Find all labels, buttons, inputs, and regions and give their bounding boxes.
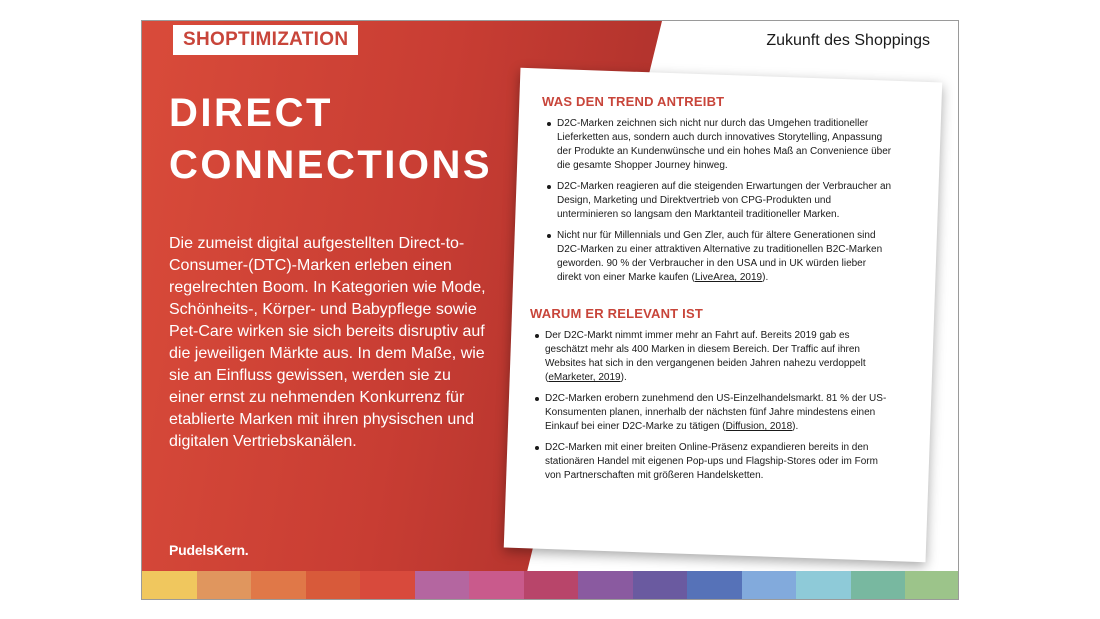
source-link[interactable]: eMarketer, 2019 [548, 372, 621, 383]
color-stripe-segment [360, 571, 415, 599]
slide [141, 20, 959, 600]
drivers-list [522, 117, 922, 285]
source-link[interactable]: LiveArea, 2019 [694, 272, 763, 283]
color-stripe-segment [524, 571, 579, 599]
list-item: Der D2C-Markt nimmt immer mehr an Fahrt auf. Bereits 2019 gab es geschätzt mehr als 400 Marken in diesem Bereich. Der Traffic auf ihren Websites hat sich in den vergangenen beiden Jahren nahezu verdoppelt (eMarketer, 2019). [530, 329, 890, 385]
color-stripe-segment [306, 571, 361, 599]
color-stripe-bar [142, 571, 959, 599]
list-item: D2C-Marken zeichnen sich nicht nur durch das Umgehen traditioneller Lieferketten aus, sondern auch durch innovatives Storytelling, Anpassung der Produkte an Kundenwünsche und ein hohes Maß an Convenience über die gesamte Shopper Journey hinweg. [542, 117, 892, 173]
color-stripe-segment [578, 571, 633, 599]
list-item: Nicht nur für Millennials und Gen Zler, auch für ältere Generationen sind D2C-Marken zu einer attraktiven Alternative zu traditionellen B2C-Marken geworden. 90 % der Verbraucher in den USA und in UK würden lieber direkt von einer Marke kaufen (LiveArea, 2019). [542, 229, 892, 285]
section-heading-drivers: WAS DEN TREND ANTREIBT [542, 94, 725, 109]
color-stripe-segment [742, 571, 797, 599]
header-title: Zukunft des Shoppings [766, 32, 930, 49]
color-stripe-segment [251, 571, 306, 599]
color-stripe-segment [905, 571, 959, 599]
color-stripe-segment [469, 571, 524, 599]
color-stripe-segment [796, 571, 851, 599]
info-card-content [522, 95, 922, 490]
color-stripe-segment [851, 571, 906, 599]
list-item: D2C-Marken mit einer breiten Online-Präsenz expandieren bereits in den stationären Handel mit eigenen Pop-ups und Flagship-Stores oder im Form von Partnerschaften mit größeren Handelsketten. [530, 441, 890, 483]
title-line-1: DIRECT [169, 91, 333, 135]
pudelskern-logo: PudelsKern. [169, 542, 249, 558]
color-stripe-segment [197, 571, 252, 599]
color-stripe-segment [633, 571, 688, 599]
brand-tag: SHOPTIMIZATION [173, 25, 358, 55]
section-heading-relevance: WARUM ER RELEVANT IST [530, 306, 703, 321]
main-title [169, 87, 492, 191]
list-item: D2C-Marken erobern zunehmend den US-Einzelhandelsmarkt. 81 % der US-Konsumenten planen, innerhalb der nächsten fünf Jahre mindestens einen Einkauf bei einer D2C-Marke zu tätigen (Diffusion, 2018). [530, 392, 890, 434]
color-stripe-segment [415, 571, 470, 599]
title-line-2: CONNECTIONS [169, 143, 493, 187]
color-stripe-segment [142, 571, 197, 599]
color-stripe-segment [687, 571, 742, 599]
list-item: D2C-Marken reagieren auf die steigenden Erwartungen der Verbraucher an Design, Marketing und Direktvertrieb von CPG-Produkten und unterminieren so langsam den Marktanteil traditioneller Marken. [542, 180, 892, 222]
intro-text: Die zumeist digital aufgestellten Direct-to-Consumer-(DTC)-Marken erleben einen regelrechten Boom. In Kategorien wie Mode, Schönheits-, Körper- und Babypflege sowie Pet-Care wirken sie sich bereits disruptiv auf die jeweiligen Märkte aus. In dem Maße, wie sie an Einfluss gewissen, werden sie zu einer ernst zu nehmenden Konkurrenz für etablierte Marken mit ihren physischen und digitalen Vertriebskanälen. [169, 235, 486, 450]
relevance-list [522, 329, 922, 483]
source-link[interactable]: Diffusion, 2018 [725, 421, 793, 432]
